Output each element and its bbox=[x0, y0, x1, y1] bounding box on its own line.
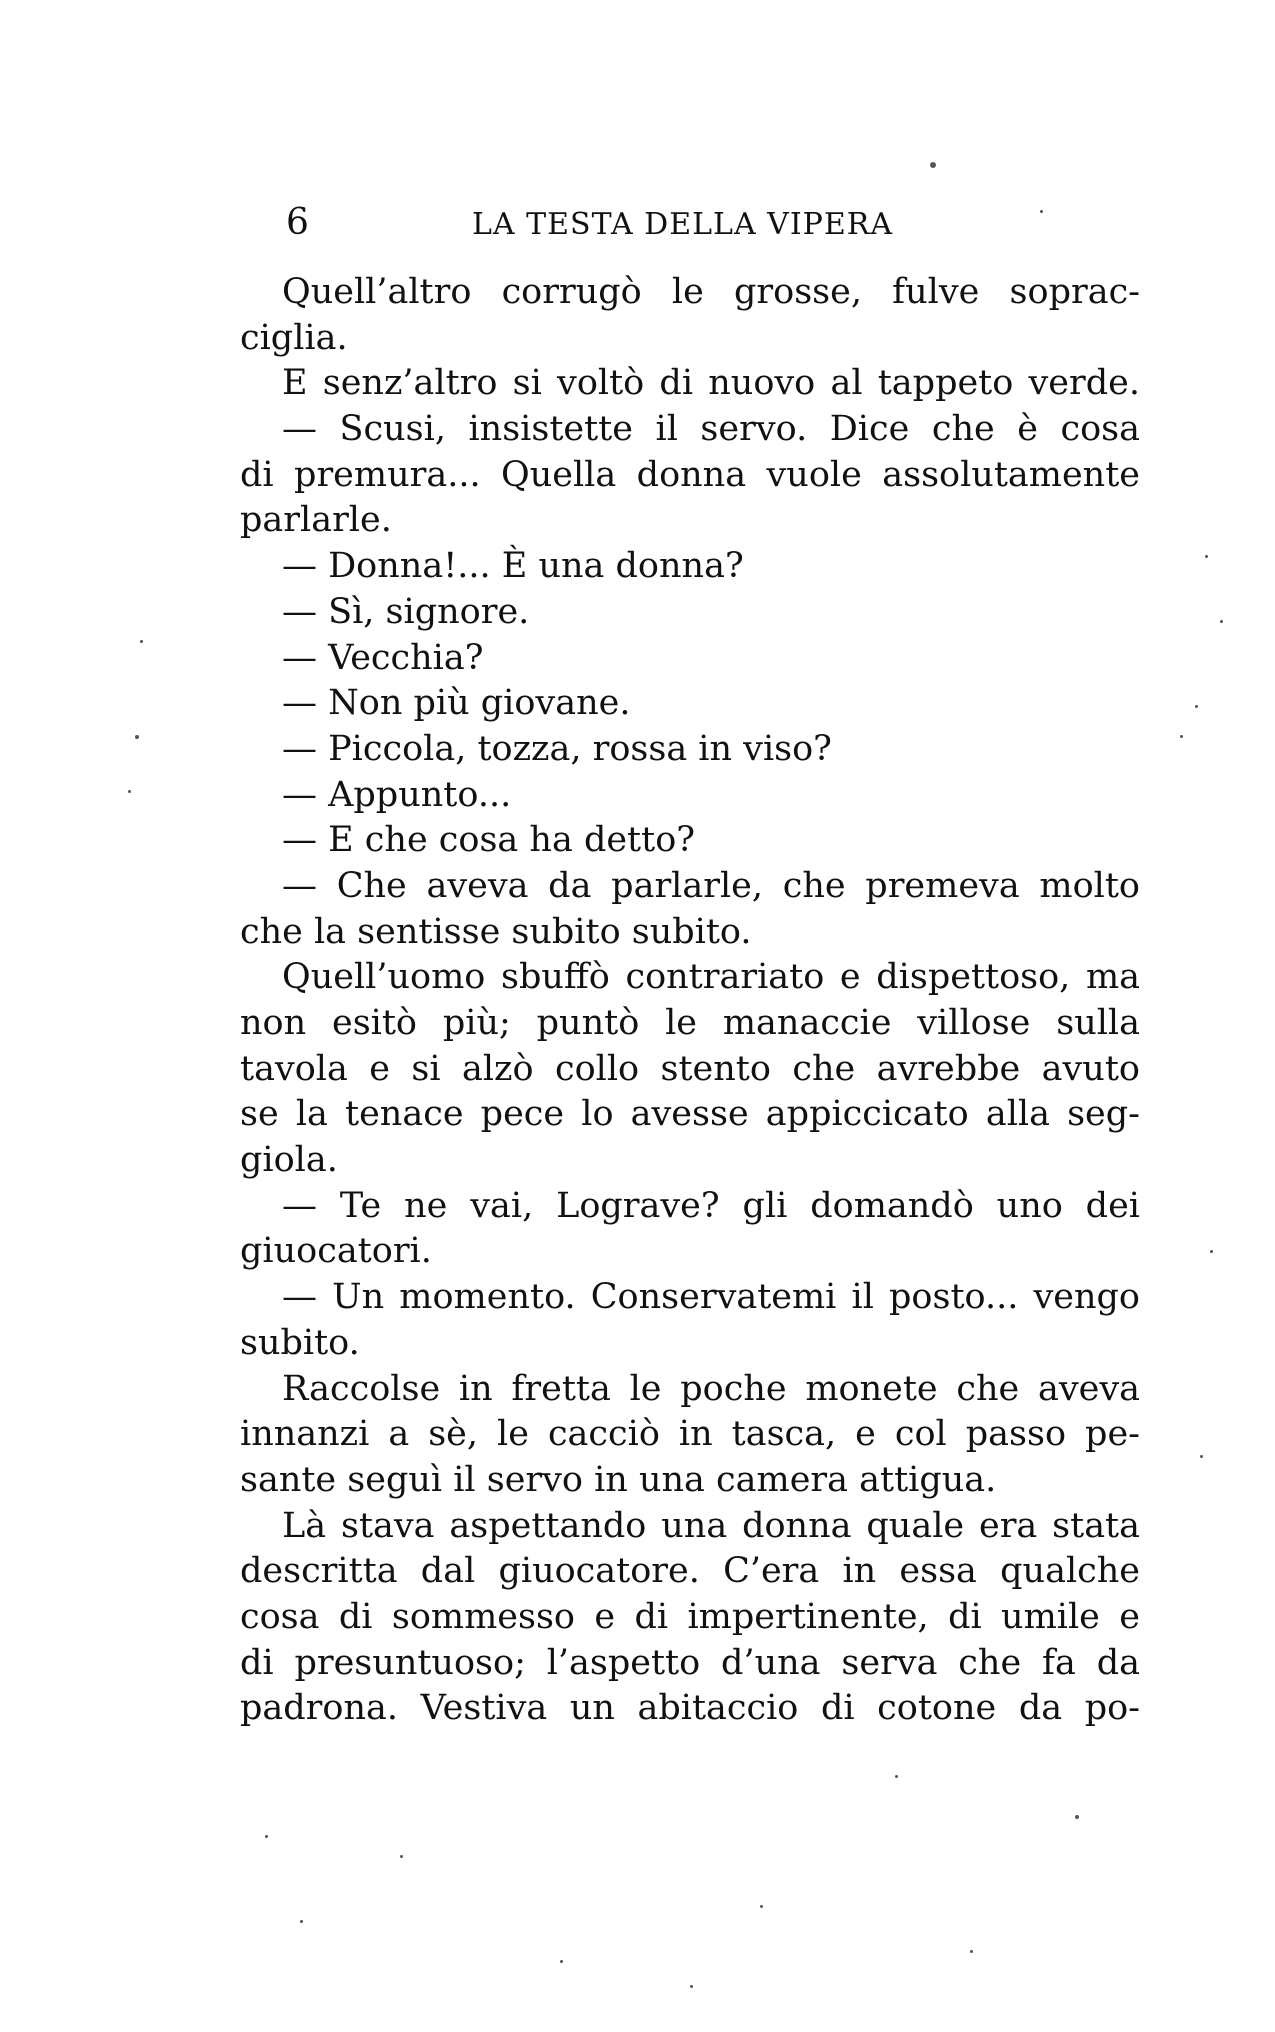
scan-speck bbox=[300, 1920, 303, 1923]
text-line: Quell’altro corrugò le grosse, fulve soprac- bbox=[282, 272, 1140, 312]
text-line: subito. bbox=[240, 1322, 360, 1363]
scan-speck bbox=[1220, 620, 1223, 623]
text-line: parlarle. bbox=[240, 500, 392, 541]
text-line: padrona. Vestiva un abitaccio di cotone da po- bbox=[240, 1688, 1140, 1729]
scan-speck bbox=[1180, 735, 1183, 738]
scan-speck bbox=[135, 735, 139, 739]
text-line: sante seguì il servo in una camera attigua. bbox=[240, 1459, 997, 1500]
page-header bbox=[286, 198, 906, 248]
text-line: — Donna!... È una donna? bbox=[282, 546, 744, 587]
text-line: di premura... Quella donna vuole assolutamente bbox=[240, 454, 1140, 495]
scan-speck bbox=[560, 1960, 563, 1963]
text-line: — Un momento. Conservatemi il posto... vengo bbox=[282, 1277, 1140, 1318]
scan-speck bbox=[690, 1985, 693, 1988]
scan-speck bbox=[1195, 705, 1198, 708]
text-line: innanzi a sè, le cacciò in tasca, e col passo pe- bbox=[240, 1414, 1140, 1455]
scan-speck bbox=[1075, 1815, 1079, 1819]
text-line: che la sentisse subito subito. bbox=[240, 911, 752, 952]
scan-speck bbox=[1205, 555, 1208, 558]
scan-speck bbox=[140, 640, 143, 643]
scan-speck bbox=[895, 1775, 898, 1778]
text-line: Là stava aspettando una donna quale era stata bbox=[282, 1505, 1140, 1546]
scan-speck bbox=[930, 162, 936, 168]
page-number: 6 bbox=[286, 202, 309, 243]
scan-speck bbox=[1200, 1455, 1203, 1458]
text-line: Raccolse in fretta le poche monete che aveva bbox=[282, 1368, 1140, 1409]
text-line: — Appunto... bbox=[282, 774, 512, 815]
text-line: — Scusi, insistette il servo. Dice che è cosa bbox=[282, 409, 1140, 450]
scan-speck bbox=[128, 790, 131, 793]
scan-speck bbox=[1210, 1250, 1213, 1253]
text-line: E senz’altro si voltò di nuovo al tappeto verde. bbox=[282, 363, 1140, 404]
text-line: — E che cosa ha detto? bbox=[282, 820, 696, 861]
text-line: se la tenace pece lo avesse appiccicato alla seg- bbox=[240, 1094, 1140, 1135]
text-line: — Piccola, tozza, rossa in viso? bbox=[282, 728, 832, 769]
running-title: LA TESTA DELLA VIPERA bbox=[472, 207, 894, 242]
text-line: — Che aveva da parlarle, che premeva molto bbox=[282, 865, 1140, 906]
text-line: di presuntuoso; l’aspetto d’una serva che fa da bbox=[240, 1642, 1140, 1683]
body-text bbox=[240, 270, 1140, 1732]
text-line: tavola e si alzò collo stento che avrebbe avuto bbox=[240, 1048, 1140, 1089]
text-line: cosa di sommesso e di impertinente, di umile e bbox=[240, 1596, 1140, 1637]
text-line: — Te ne vai, Lograve? gli domandò uno dei bbox=[282, 1185, 1140, 1226]
scan-speck bbox=[1040, 210, 1043, 213]
text-line: Quell’uomo sbuffò contrariato e dispettoso, ma bbox=[282, 957, 1140, 998]
text-line: descritta dal giuocatore. C’era in essa qualche bbox=[240, 1551, 1140, 1592]
text-line: — Non più giovane. bbox=[282, 683, 631, 724]
text-line: ciglia. bbox=[240, 317, 348, 358]
text-line: — Vecchia? bbox=[282, 637, 484, 678]
text-line: non esitò più; puntò le manaccie villose sulla bbox=[240, 1003, 1140, 1043]
scan-speck bbox=[265, 1835, 268, 1838]
scan-speck bbox=[760, 1905, 763, 1908]
scan-speck bbox=[970, 1950, 973, 1953]
scan-speck bbox=[400, 1855, 403, 1858]
text-line: — Sì, signore. bbox=[282, 591, 530, 632]
text-line: giuocatori. bbox=[240, 1231, 432, 1272]
text-line: giola. bbox=[240, 1140, 338, 1181]
